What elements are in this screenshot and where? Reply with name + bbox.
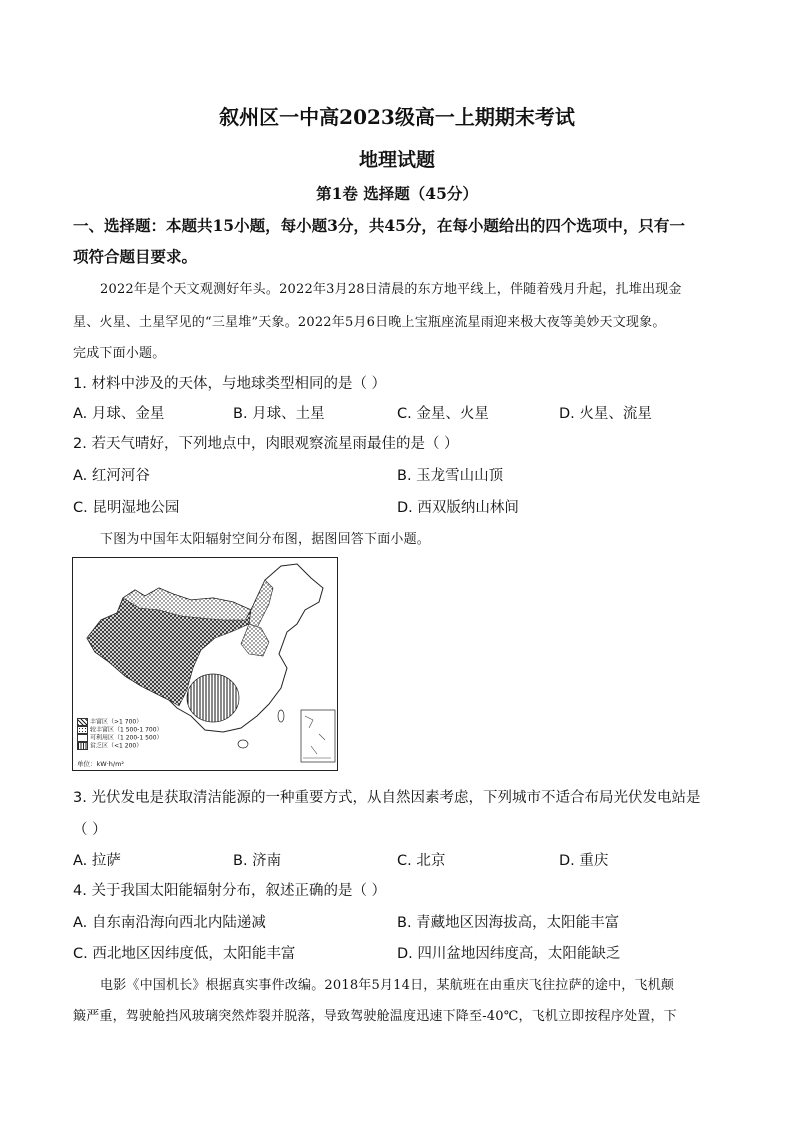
q3-stem: 3. 光伏发电是获取清洁能源的一种重要方式，从自然因素考虑，下列城市不适合布局光伏发电站是	[73, 790, 701, 806]
passage3-line1: 电影《中国机长》根据真实事件改编。2018年5月14日，某航班在由重庆飞往拉萨的途中，飞机颠	[100, 978, 675, 993]
q1-option-b[interactable]: B. 月球、土星	[233, 406, 325, 422]
passage1-line3: 完成下面小题。	[73, 346, 166, 361]
q4-option-c[interactable]: C. 西北地区因纬度低，太阳能丰富	[73, 946, 296, 962]
section-instruction-line1: 一、选择题：本题共15小题，每小题3分，共45分，在每小题给出的四个选项中，只有一	[73, 216, 685, 235]
q2-option-c[interactable]: C. 昆明湿地公园	[73, 500, 180, 516]
map-unit-label: 单位：kW·h/m²	[77, 760, 125, 768]
legend-label-fairly-rich: 较丰富区（1 500-1 700）	[90, 726, 163, 734]
q3-bracket: （ ）	[73, 822, 107, 838]
legend-item-poor	[77, 742, 163, 750]
q2-stem: 2. 若天气晴好，下列地点中，肉眼观察流星雨最佳的是（ ）	[73, 436, 459, 452]
legend-item-usable	[77, 734, 163, 742]
q2-option-a[interactable]: A. 红河河谷	[73, 468, 150, 484]
q1-option-c[interactable]: C. 金星、火星	[397, 406, 489, 422]
q3-option-b[interactable]: B. 济南	[233, 853, 282, 869]
passage1-line1: 2022年是个天文观测好年头。2022年3月28日清晨的东方地平线上，伴随着残月升起，扎堆出现金	[100, 282, 682, 297]
passage3-line2: 簸严重，驾驶舱挡风玻璃突然炸裂并脱落，导致驾驶舱温度迅速下降至-40℃，飞机立即按程序处置，下	[73, 1009, 677, 1024]
legend-item-fairly-rich	[77, 726, 163, 734]
passage1-line2: 星、火星、土星罕见的“三星堆”天象。2022年5月6日晚上宝瓶座流星雨迎来极大夜等美妙天文现象。	[73, 315, 666, 330]
q1-option-a[interactable]: A. 月球、金星	[73, 406, 165, 422]
q1-stem: 1. 材料中涉及的天体，与地球类型相同的是（ ）	[73, 376, 387, 392]
q1-option-d[interactable]: D. 火星、流星	[559, 406, 652, 422]
q3-option-c[interactable]: C. 北京	[397, 853, 446, 869]
legend-label-usable: 可利用区（1 200-1 500）	[90, 734, 163, 742]
q4-option-a[interactable]: A. 自东南沿海向西北内陆递减	[73, 915, 266, 931]
legend-item-rich	[77, 718, 163, 726]
q4-option-d[interactable]: D. 四川盆地因纬度高，太阳能缺乏	[397, 946, 621, 962]
legend-label-poor: 贫乏区（<1 200）	[90, 742, 143, 750]
subject-title: 地理试题	[358, 149, 435, 171]
q3-option-d[interactable]: D. 重庆	[559, 853, 609, 869]
q4-option-b[interactable]: B. 青藏地区因海拔高，太阳能丰富	[397, 915, 620, 931]
solar-radiation-map	[72, 557, 338, 771]
q3-option-a[interactable]: A. 拉萨	[73, 853, 121, 869]
passage2-line1: 下图为中国年太阳辐射空间分布图，据图回答下面小题。	[100, 532, 431, 547]
q2-option-d[interactable]: D. 西双版纳山林间	[397, 500, 519, 516]
map-legend	[77, 718, 163, 750]
legend-label-rich: 丰富区（>1 700）	[90, 718, 143, 726]
q2-option-b[interactable]: B. 玉龙雪山山顶	[397, 468, 504, 484]
section-instruction-line2: 项符合题目要求。	[73, 247, 198, 266]
volume-title: 第1卷 选择题（45分）	[316, 184, 478, 203]
exam-title: 叙州区一中高2023级高一上期期末考试	[219, 105, 575, 129]
q4-stem: 4. 关于我国太阳能辐射分布，叙述正确的是（ ）	[73, 883, 387, 899]
